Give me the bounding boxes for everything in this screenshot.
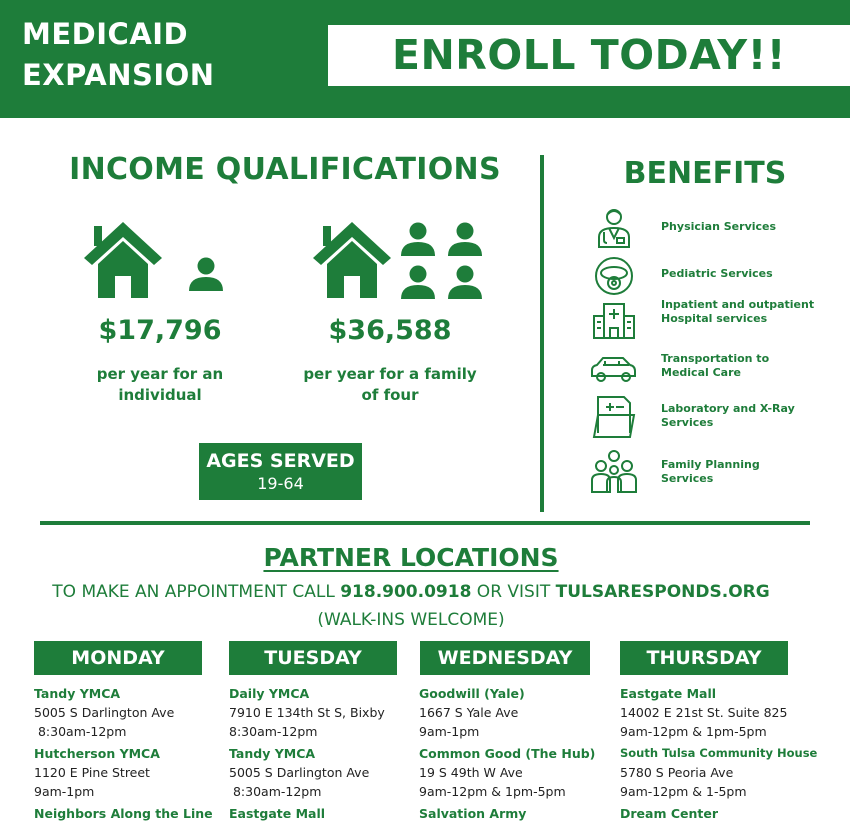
location-name: Dream Center [620,806,718,821]
benefit-line: Inpatient and outpatient [661,298,815,311]
location-name: Neighbors Along the Line [34,806,213,821]
income-title: INCOME QUALIFICATIONS [69,152,501,187]
caption-line: per year for an [96,365,224,383]
vertical-divider [540,155,544,512]
individual-income-caption [70,364,250,406]
benefit-line: Physician Services [661,220,777,233]
physician-icon [590,205,638,253]
enroll-today-text: ENROLL TODAY!! [391,31,787,79]
appointment-instructions [0,582,822,602]
program-title [22,14,215,96]
location-hours: 9am-12pm & 1pm-5pm [419,784,566,799]
benefit-hospital [590,298,840,346]
benefit-text [661,352,769,380]
ages-served-label: AGES SERVED [206,450,355,472]
website-link[interactable]: TULSARESPONDS.ORG [555,582,770,602]
location-address: 14002 E 21st St. Suite 825 [620,705,788,720]
benefit-physician [590,205,840,253]
benefit-line: Services [661,472,714,485]
location-name: Hutcherson YMCA [34,746,160,761]
day-header-monday: MONDAY [34,641,202,675]
benefit-line: Hospital services [661,312,768,325]
partner-locations-title: PARTNER LOCATIONS [263,543,559,572]
benefits-title: BENEFITS [623,156,787,191]
location-address: 5780 S Peoria Ave [620,765,734,780]
title-line-2: EXPANSION [22,58,215,92]
location-name: Eastgate Mall [620,686,717,701]
location-hours: 8:30am-12pm [34,724,127,739]
benefit-text [661,220,776,234]
hospital-icon [590,298,638,346]
benefit-line: Laboratory and X-Ray [661,402,795,415]
caption-line: individual [118,386,202,404]
ages-served-badge [199,443,362,500]
location-name: Goodwill (Yale) [419,686,525,701]
caption-line: of four [361,386,419,404]
header-banner [0,0,850,118]
location-address: 7910 E 134th St S, Bixby [229,705,385,720]
phone-number[interactable]: 918.900.0918 [340,582,472,602]
benefit-line: Family Planning [661,458,760,471]
lab-folder-icon [590,393,638,441]
person-icon [188,257,224,291]
wednesday-locations [419,684,619,825]
horizontal-divider [40,521,810,525]
benefit-transportation [590,346,840,394]
family-income-caption [290,364,490,406]
caption-line: per year for a family [303,365,477,383]
location-entry [229,744,429,801]
benefit-text [661,267,773,281]
location-address: 5005 S Darlington Ave [34,705,175,720]
location-hours: 8:30am-12pm [229,724,318,739]
title-line-1: MEDICAID [22,17,189,51]
family-income-amount: $36,588 [328,315,452,346]
house-icon [82,220,164,298]
car-icon [584,346,642,394]
day-header-wednesday: WEDNESDAY [420,641,590,675]
location-entry [34,744,234,801]
enroll-banner [328,25,850,86]
location-hours: 9am-1pm [419,724,480,739]
location-entry [419,684,619,741]
location-entry [620,684,835,741]
monday-locations [34,684,234,825]
benefit-text [661,458,760,486]
benefit-text [661,402,795,430]
location-name: Common Good (The Hub) [419,746,596,761]
benefit-line: Pediatric Services [661,267,773,280]
location-name: Eastgate Mall [229,806,326,821]
location-hours: 9am-1pm [34,784,95,799]
benefit-family-planning [590,448,840,496]
location-hours: 8:30am-12pm [229,784,322,799]
location-name: Salvation Army [419,806,527,821]
location-address: 1667 S Yale Ave [419,705,519,720]
location-entry [34,804,234,823]
location-address: 1120 E Pine Street [34,765,150,780]
family-of-four-icon [400,222,484,300]
location-entry [229,804,429,823]
ages-served-value: 19-64 [257,474,304,493]
location-hours: 9am-12pm & 1pm-5pm [620,724,767,739]
pacifier-icon [590,252,638,300]
call-mid: OR VISIT [471,582,556,602]
location-entry [620,744,835,801]
individual-income-amount: $17,796 [98,315,222,346]
benefit-text [661,298,814,326]
location-address: 5005 S Darlington Ave [229,765,370,780]
benefit-line: Transportation to [661,352,770,365]
day-header-tuesday: TUESDAY [229,641,397,675]
location-entry [419,804,619,823]
location-entry [229,684,429,741]
benefit-pediatric [590,252,840,300]
benefit-line: Services [661,416,714,429]
benefit-laboratory [590,393,840,441]
location-entry [34,684,234,741]
location-name: Tandy YMCA [229,746,316,761]
location-name: South Tulsa Community House [620,746,818,760]
thursday-locations [620,684,835,825]
location-address: 19 S 49th W Ave [419,765,523,780]
tuesday-locations [229,684,429,825]
family-icon [590,448,638,496]
location-entry [419,744,619,801]
location-hours: 9am-12pm & 1-5pm [620,784,747,799]
location-entry [620,804,835,823]
benefit-line: Medical Care [661,366,741,379]
day-header-thursday: THURSDAY [620,641,788,675]
location-name: Tandy YMCA [34,686,121,701]
location-name: Daily YMCA [229,686,310,701]
walk-ins-note: (WALK-INS WELCOME) [317,610,505,630]
call-prefix: TO MAKE AN APPOINTMENT CALL [52,582,341,602]
house-icon [311,220,393,298]
